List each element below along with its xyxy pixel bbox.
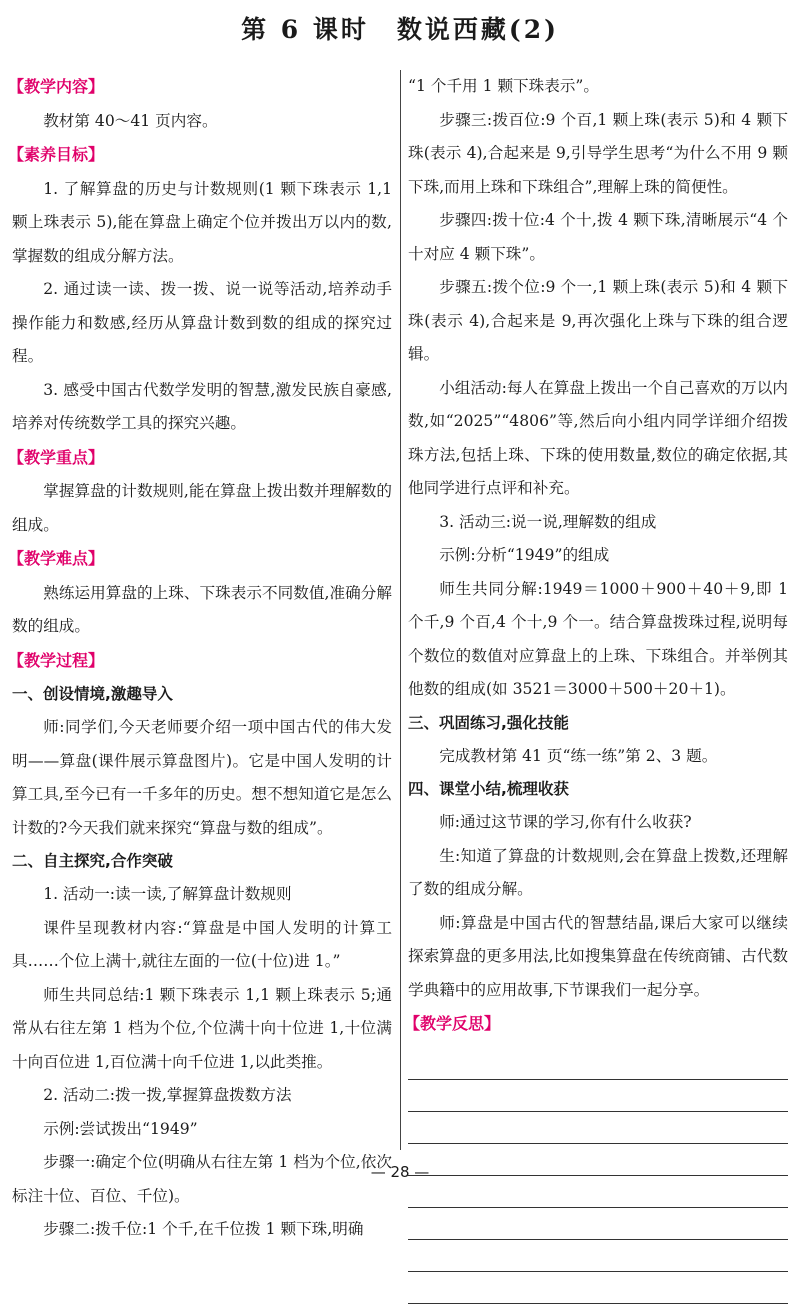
paragraph: 步骤二:拨千位:1 个千,在千位拨 1 颗下珠,明确 xyxy=(43,1220,364,1238)
paragraph: 示例:尝试拨出“1949” xyxy=(43,1119,198,1138)
paragraph: 步骤四:拨十位:4 个十,拨 4 颗下珠,清晰展示“4 个十对应 4 颗下珠”。 xyxy=(408,211,788,263)
paragraph: 小组活动:每人在算盘上拨出一个自己喜欢的万以内数,如“2025”“4806”等,然后向小组内同学详细介绍拨珠方法,包括上珠、下珠的使用数量,数位的确定依据,其他同学进行点评和补充。 xyxy=(408,378,788,497)
column-divider xyxy=(400,70,401,1150)
section-heading-goals: 【素养目标】 xyxy=(8,145,105,164)
writing-line[interactable] xyxy=(408,1208,788,1240)
writing-line[interactable] xyxy=(408,1272,788,1304)
paragraph: 师生共同总结:1 颗下珠表示 1,1 颗上珠表示 5;通常从右往左第 1 档为个位,个位满十向十位进 1,十位满十向百位进 1,百位满十向千位进 1,以此类推。 xyxy=(12,985,392,1071)
subheading: 三、巩固练习,强化技能 xyxy=(408,713,569,732)
paragraph: 步骤三:拨百位:9 个百,1 颗上珠(表示 5)和 4 颗下珠(表示 4),合起来是 9,引导学生思考“为什么不用 9 颗下珠,而用上珠和下珠组合”,理解上珠的简便性。 xyxy=(408,110,788,196)
page-title: 第 6 课时 数说西藏(2) xyxy=(241,15,559,44)
section-heading-key: 【教学重点】 xyxy=(8,447,105,467)
section-heading-reflection: 【教学反思】 xyxy=(404,1014,501,1033)
writing-line[interactable] xyxy=(408,1112,788,1144)
paragraph: 步骤一:确定个位(明确从右往左第 1 档为个位,依次标注十位、百位、千位)。 xyxy=(12,1153,392,1205)
paragraph: 完成教材第 41 页“练一练”第 2、3 题。 xyxy=(439,746,718,765)
page-number: — 28 — xyxy=(370,1163,430,1181)
section-heading-difficulty: 【教学难点】 xyxy=(8,549,105,568)
right-column xyxy=(404,70,788,1304)
activity-title: 3. 活动三:说一说,理解数的组成 xyxy=(439,512,657,531)
paragraph: 示例:分析“1949”的组成 xyxy=(439,546,610,564)
paragraph: 教材第 40～41 页内容。 xyxy=(43,111,218,130)
section-heading-content: 【教学内容】 xyxy=(8,77,105,96)
paragraph: 师:算盘是中国古代的智慧结晶,课后大家可以继续探索算盘的更多用法,比如搜集算盘在传统商铺、古代数学典籍中的应用故事,下节课我们一起分享。 xyxy=(408,913,788,999)
paragraph: 熟练运用算盘的上珠、下珠表示不同数值,准确分解数的组成。 xyxy=(12,583,392,635)
paragraph: 师:通过这节课的学习,你有什么收获? xyxy=(439,813,692,831)
activity-title: 1. 活动一:读一读,了解算盘计数规则 xyxy=(43,885,292,903)
subheading: 二、自主探究,合作突破 xyxy=(12,852,173,870)
paragraph: 师:同学们,今天老师要介绍一项中国古代的伟大发明——算盘(课件展示算盘图片)。它是中国人发明的计算工具,至今已有一千多年的历史。想不想知道它是怎么计数的?今天我们就来探究“算盘与数的组成”。 xyxy=(12,718,392,837)
paragraph: 师生共同分解:1949＝1000＋900＋40＋9,即 1 个千,9 个百,4 个十,9 个一。结合算盘拨珠过程,说明每个数位的数值对应算盘上的上珠、下珠组合。并举例其他数的组成(如 3521＝3000＋500＋20＋1)。 xyxy=(408,579,788,698)
goal-item: 3. 感受中国古代数学发明的智慧,激发民族自豪感,培养对传统数学工具的探究兴趣。 xyxy=(12,380,392,432)
subheading: 四、课堂小结,梳理收获 xyxy=(408,780,569,798)
activity-title: 2. 活动二:拨一拨,掌握算盘拨数方法 xyxy=(43,1086,292,1104)
writing-line[interactable] xyxy=(408,1080,788,1112)
writing-line[interactable] xyxy=(408,1240,788,1272)
paragraph: 掌握算盘的计数规则,能在算盘上拨出数并理解数的组成。 xyxy=(12,482,392,534)
goal-item: 2. 通过读一读、拨一拨、说一说等活动,培养动手操作能力和数感,经历从算盘计数到数的组成的探究过程。 xyxy=(12,280,392,365)
paragraph: 步骤五:拨个位:9 个一,1 颗上珠(表示 5)和 4 颗下珠(表示 4),合起来是 9,再次强化上珠与下珠的组合逻辑。 xyxy=(408,278,788,363)
paragraph: 课件呈现教材内容:“算盘是中国人发明的计算工具……个位上满十,就往左面的一位(十位)进 1。” xyxy=(12,918,392,970)
section-heading-process: 【教学过程】 xyxy=(8,650,105,670)
goal-item: 1. 了解算盘的历史与计数规则(1 颗下珠表示 1,1 颗上珠表示 5),能在算盘上确定个位并拨出万以内的数,掌握数的组成分解方法。 xyxy=(12,179,392,265)
subheading: 一、创设情境,激趣导入 xyxy=(12,685,173,703)
left-column xyxy=(8,70,392,1247)
paragraph: “1 个千用 1 颗下珠表示”。 xyxy=(408,77,600,95)
paragraph: 生:知道了算盘的计数规则,会在算盘上拨数,还理解了数的组成分解。 xyxy=(408,846,788,898)
writing-line[interactable] xyxy=(408,1048,788,1080)
